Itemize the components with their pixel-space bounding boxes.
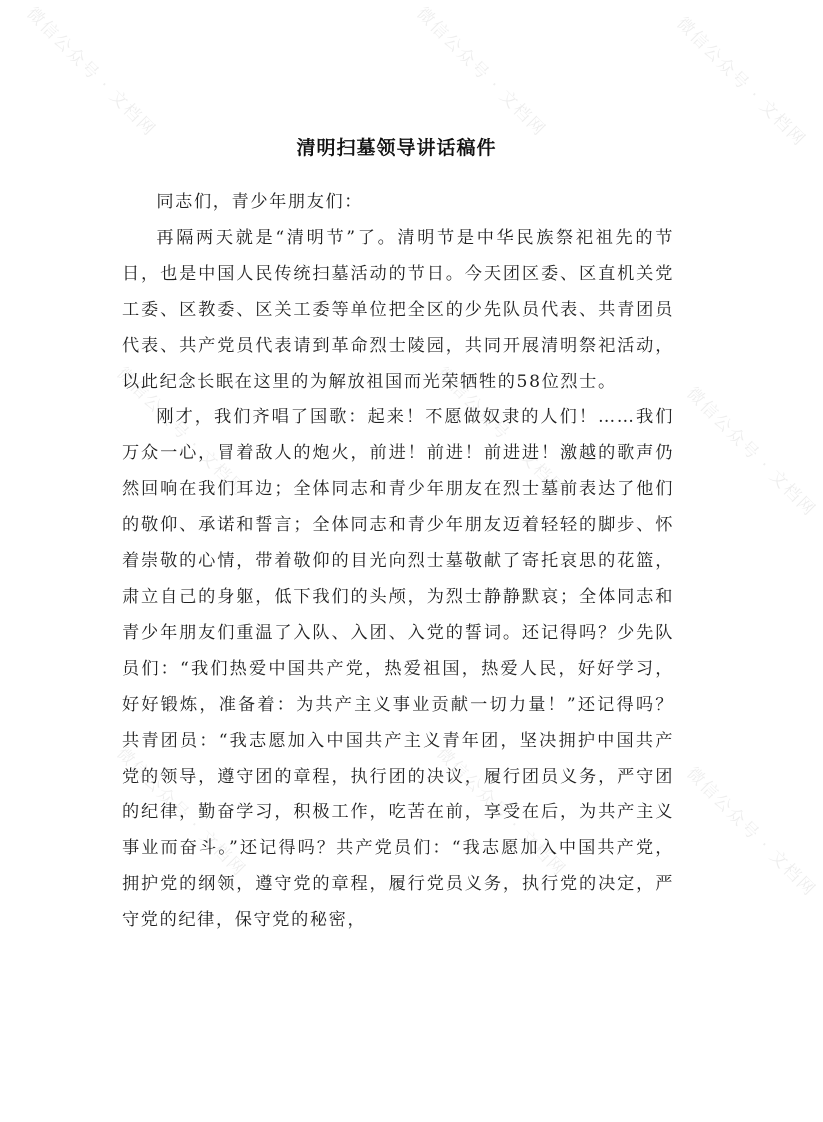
document-body (122, 185, 674, 939)
greeting: 同志们，青少年朋友们： (156, 192, 364, 212)
watermark: 微信公众号 · 文档网 (112, 743, 250, 881)
watermark: 微信公众号 · 文档网 (682, 383, 820, 521)
watermark: 微信公众号 · 文档网 (22, 3, 160, 141)
watermark: 微信公众号 · 文档网 (112, 363, 250, 501)
paragraph: 再隔两天就是“清明节”了。清明节是中华民族祭祀祖先的节日，也是中国人民传统扫墓活动的节日。今天团区委、区直机关党工委、区教委、区关工委等单位把全区的少先队员代表、共青团员代表、共产党员代表请到革命烈士陵园，共同开展清明祭祀活动，以此纪念长眠在这里的为解放祖国而光荣牺牲的58位烈士。 (122, 227, 674, 392)
watermark: 微信公众号 · 文档网 (412, 3, 550, 141)
watermark: 微信公众号 · 文档网 (432, 743, 570, 881)
watermark: 微信公众号 · 文档网 (682, 763, 820, 901)
watermark: 微信公众号 · 文档网 (672, 13, 810, 151)
paragraph: 刚才，我们齐唱了国歌：起来！不愿做奴隶的人们！……我们万众一心，冒着敌人的炮火，前进！前进！前进进！激越的歌声仍然回响在我们耳边；全体同志和青少年朋友在烈士墓前表达了他们的敬仰、承诺和誓言；全体同志和青少年朋友迈着轻轻的脚步、怀着崇敬的心情，带着敬仰的目光向烈士墓敬献了寄托哀思的花篮，肃立自己的身躯，低下我们的头颅，为烈士静静默哀；全体同志和青少年朋友们重温了入队、入团、入党的誓词。还记得吗？少先队员们：“我们热爱中国共产党，热爱祖国，热爱人民，好好学习，好好锻炼，准备着：为共产主义事业贡献一切力量！”还记得吗？共青团员：“我志愿加入中国共产主义青年团，坚决拥护中国共产党的领导，遵守团的章程，执行团的决议，履行团员义务，严守团的纪律，勤奋学习，积极工作，吃苦在前，享受在后，为共产主义事业而奋斗。”还记得吗？共产党员们：“我志愿加入中国共产党，拥护党的纲领，遵守党的章程，履行党员义务，执行党的决定，严守党的纪律，保守党的秘密， (122, 407, 674, 931)
document-title: 清明扫墓领导讲话稿件 (296, 137, 497, 159)
watermark: 微信公众号 · 文档网 (432, 363, 570, 501)
